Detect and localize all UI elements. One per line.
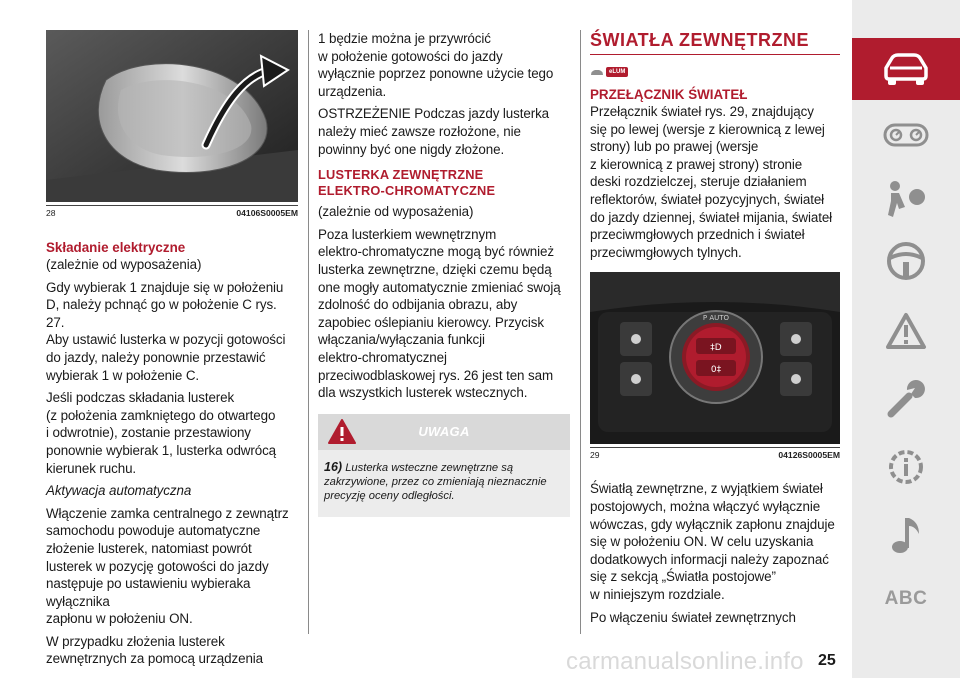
warning-title: UWAGA xyxy=(418,423,470,439)
watermark: carmanualsonline.info xyxy=(566,648,804,675)
steering-wheel-icon xyxy=(885,240,927,282)
column-divider xyxy=(308,30,309,634)
car-icon xyxy=(880,52,932,86)
warning-number: 16) xyxy=(324,459,343,474)
figure-28-mirror xyxy=(46,30,298,202)
sidebar-tab-multimedia[interactable] xyxy=(852,504,960,566)
version-badge xyxy=(590,63,840,81)
heading-electrochromic-mirrors: LUSTERKA ZEWNĘTRZNE ELEKTRO-CHROMATYCZNE xyxy=(318,167,496,199)
svg-text:P AUTO: P AUTO xyxy=(702,314,730,323)
sidebar-tab-starting[interactable] xyxy=(852,230,960,292)
badge-label: eLUM xyxy=(606,67,628,77)
sidebar-tab-vehicle[interactable] xyxy=(852,38,960,100)
subheading-auto-activation: Aktywacja automatyczna xyxy=(46,483,192,499)
warning-box xyxy=(318,414,570,517)
paragraph: Przełącznik świateł rys. 29, znajdujący się po lewej (wersje z kierownicą z lewej strony) lub po prawej (wersje z kierownicą z prawej strony) stronie deski rozdzielczej, steruje działaniem reflektorów, świateł pozycyjnych, świateł do jazdy dziennej, świateł mijania, świateł przeciwmgłowych przednich i świateł przeciwmgłowych tylnych. xyxy=(590,104,833,260)
paragraph: Poza lusterkiem wewnętrznym elektro-chromatyczne mogą być również lusterka zewnętrzne, dzięki czemu będą one mogły automatycznie zmieniać swoją zdolność do odbijania obrazu, aby zapobiec oślepianiu kierowcy. Przycisk włączania/wyłączania funkcji elektro-chromatycznej przeciwodblaskowej rys. 26 jest ten sam dla wszystkich lusterek wstecznych. xyxy=(318,226,561,401)
abc-label: ABC xyxy=(884,588,928,609)
light-switch-photo xyxy=(590,272,840,444)
paragraph: Gdy wybierak 1 znajduje się w położeniu D, należy pchnąć go w położenie C rys. 27. Aby ustawić lusterka w pozycji gotowości do jazdy, należy ponownie przestawić wybierak 1 w położenie C. xyxy=(46,279,286,383)
paragraph: Światłą zewnętrzne, z wyjątkiem świateł postojowych, można włączyć wyłącznie wówczas, gdy wyłącznik zapłonu znajduje się w położeniu ON. W celu uzyskania dodatkowych informacji należy zapoznać się z sekcją „Światła postojowe” w niniejszym rozdziale. xyxy=(590,481,835,602)
column-3 xyxy=(590,30,840,631)
sidebar-tab-safety[interactable] xyxy=(852,168,960,230)
warning-triangle-icon xyxy=(885,312,927,350)
sidebar-tab-maintenance[interactable] xyxy=(852,368,960,430)
paragraph-fold-note: (zależnie od wyposażenia) xyxy=(46,257,202,272)
music-note-icon xyxy=(889,514,923,556)
sidebar-tab-technical-data[interactable] xyxy=(852,436,960,498)
figure-code: 04126S0005EM xyxy=(778,450,840,461)
warning-body xyxy=(318,450,570,517)
wrench-icon xyxy=(885,378,927,420)
figure-29-caption xyxy=(590,447,840,460)
page-number: 25 xyxy=(818,652,836,669)
paragraph: (zależnie od wyposażenia) xyxy=(318,204,474,220)
heading-folding: Składanie elektryczne xyxy=(46,240,186,255)
figure-28-caption xyxy=(46,205,298,218)
chapter-sidebar xyxy=(852,0,960,678)
paragraph: 1 będzie można je przywrócić w położenie gotowości do jazdy wyłącznie poprzez ponowne użycie tego urządzenia. xyxy=(318,31,554,99)
dashboard-gauges-icon xyxy=(883,122,929,148)
info-gear-icon xyxy=(885,446,927,488)
warning-text: Lusterka wsteczne zewnętrzne są zakrzywione, przez co zmieniają nieznacznie precyzję oceny odległości. xyxy=(324,461,547,502)
figure-code: 04106S0005EM xyxy=(236,208,298,218)
car-silhouette-icon xyxy=(590,67,604,77)
section-title: ŚWIATŁA ZEWNĘTRZNE xyxy=(590,30,840,55)
heading-light-switch: PRZEŁĄCZNIK ŚWIATEŁ xyxy=(590,87,748,102)
figure-29-light-switch xyxy=(590,272,840,444)
paragraph: Włączenie zamka centralnego z zewnątrz samochodu powoduje automatyczne złożenie lusterek, natomiast powrót lusterek w pozycję gotowości do jazdy następuje po ustawieniu wybieraka wyłącznika zapłonu w położeniu ON. xyxy=(46,505,289,627)
svg-text:‡D: ‡D xyxy=(710,343,722,354)
sidebar-tab-index[interactable] xyxy=(852,568,960,630)
column-2 xyxy=(318,30,570,517)
column-1 xyxy=(46,30,298,673)
airbag-passenger-icon xyxy=(885,179,927,219)
sidebar-tab-emergency[interactable] xyxy=(852,300,960,362)
warning-header xyxy=(318,414,570,450)
paragraph: Jeśli podczas składania lusterek (z położenia zamkniętego do otwartego i odwrotnie), zostanie przestawiony ponownie wybierak 1, lusterka odwrócą kierunek ruchu. xyxy=(46,390,277,476)
mirror-photo xyxy=(46,30,298,202)
paragraph: W przypadku złożenia lusterek zewnętrznych za pomocą urządzenia xyxy=(46,633,264,667)
sidebar-tab-dashboard[interactable] xyxy=(852,104,960,166)
svg-text:0‡: 0‡ xyxy=(710,365,722,376)
column-divider xyxy=(580,30,581,634)
figure-number: 28 xyxy=(46,208,56,218)
paragraph-warning-text: OSTRZEŻENIE Podczas jazdy lusterka należy mieć zawsze rozłożone, nie powinny być one nigdy złożone. xyxy=(318,106,550,157)
figure-number: 29 xyxy=(590,450,600,461)
paragraph: Po włączeniu świateł zewnętrznych xyxy=(590,609,796,625)
